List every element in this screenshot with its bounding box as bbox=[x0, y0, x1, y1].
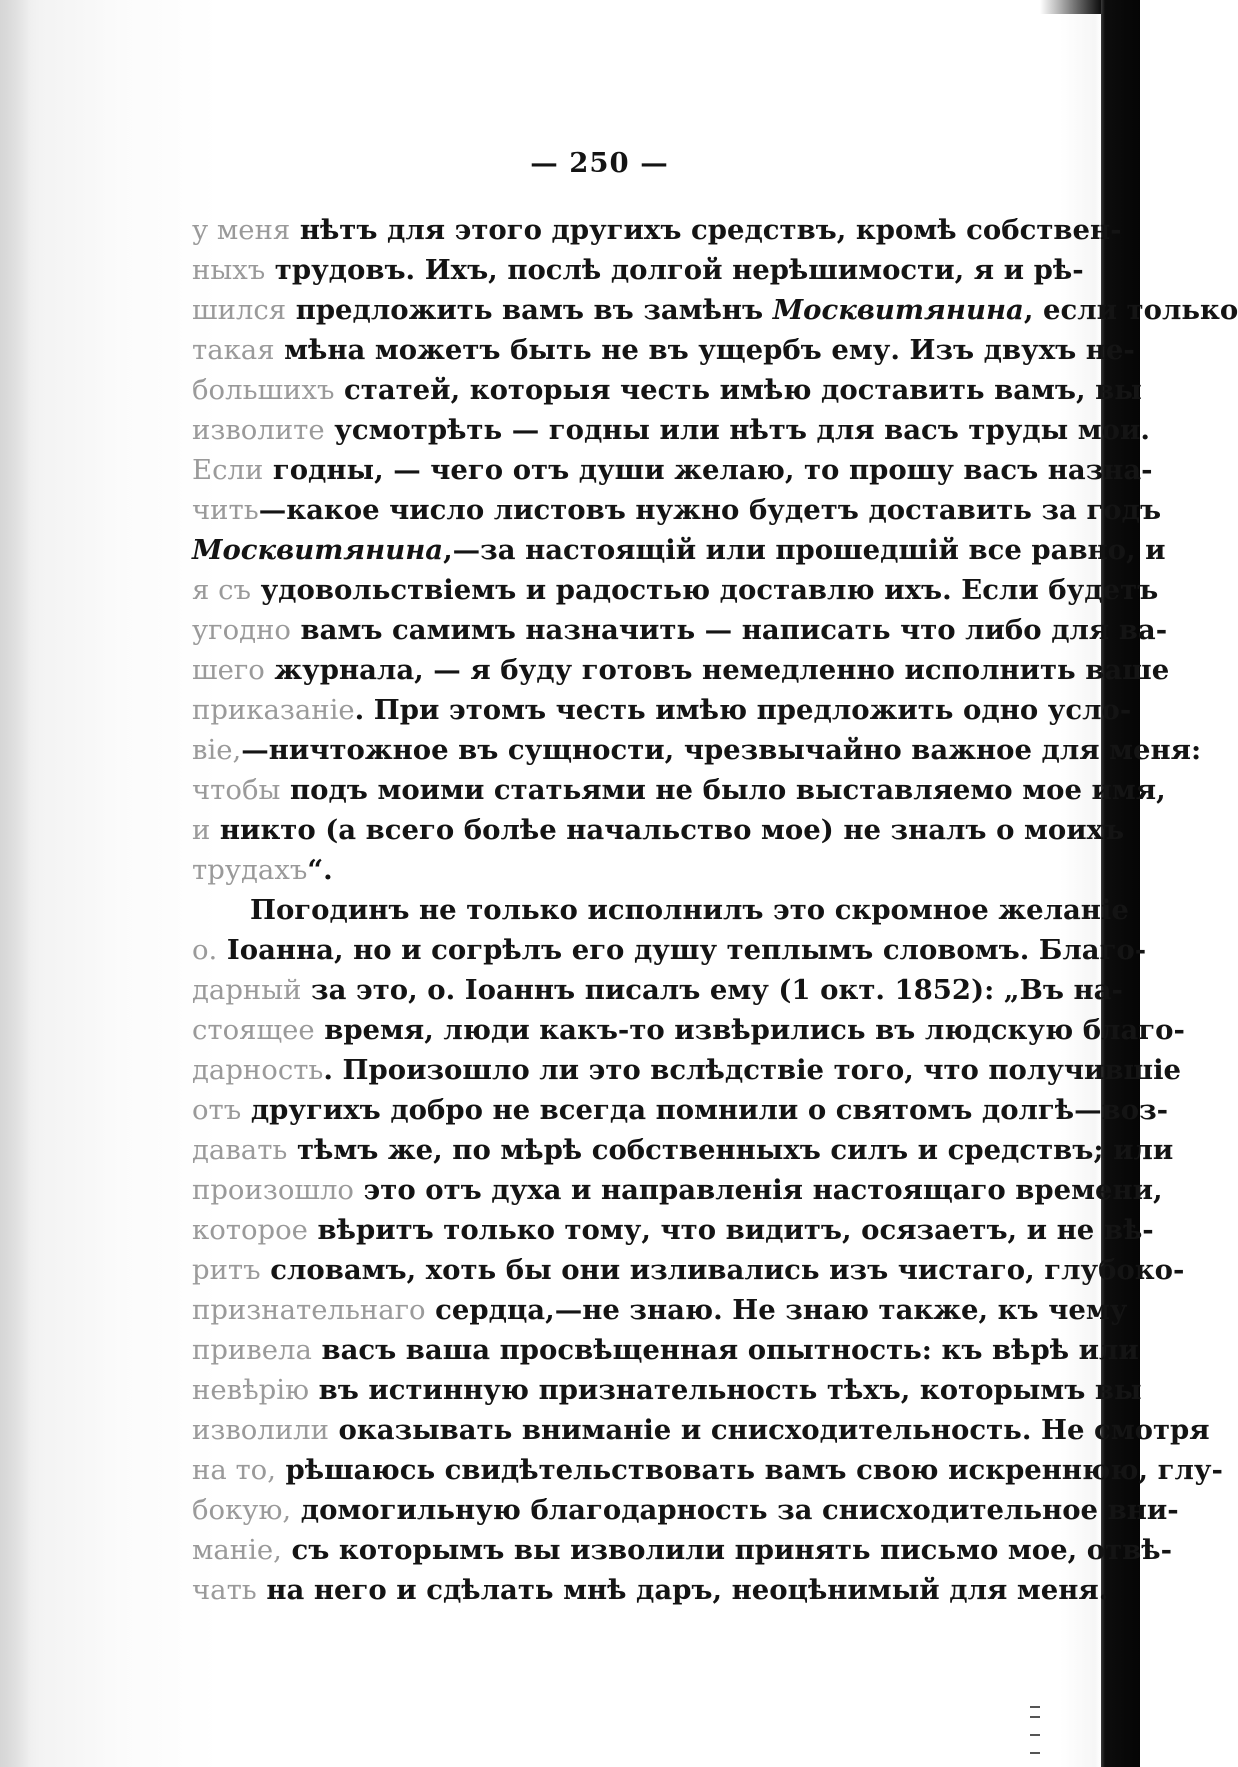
text-line bbox=[192, 410, 1150, 450]
line-text: никто (а всего болѣе начальство мое) не зналъ о моихъ bbox=[210, 814, 1125, 846]
text-line bbox=[192, 250, 1084, 290]
line-text: домогильную благодарность за снисходительное вни- bbox=[291, 1494, 1179, 1526]
line-text: усмотрѣть — годны или нѣтъ для васъ труды мои. bbox=[324, 414, 1150, 446]
text-line bbox=[192, 1330, 1139, 1370]
text-line bbox=[192, 1530, 1172, 1570]
faded-line-start: віе, bbox=[192, 734, 242, 766]
line-text: . При этомъ честь имѣю предложить одно усло- bbox=[354, 694, 1132, 726]
text-line bbox=[192, 850, 1007, 890]
faded-line-start: и bbox=[192, 814, 211, 846]
faded-line-start: невѣрію bbox=[192, 1374, 310, 1406]
line-text: годны, — чего отъ души желаю, то прошу васъ назна- bbox=[263, 454, 1153, 486]
faded-line-start: на то, bbox=[192, 1454, 276, 1486]
line-text: удовольствіемъ и радостью доставлю ихъ. Если будетъ bbox=[251, 574, 1159, 606]
text-line bbox=[192, 1130, 1174, 1170]
text-line bbox=[192, 210, 1122, 250]
text-line bbox=[192, 570, 1159, 610]
faded-line-start: ритъ bbox=[192, 1254, 261, 1286]
faded-line-start: привела bbox=[192, 1334, 312, 1366]
line-text: васъ ваша просвѣщенная опытность: къ вѣрѣ или bbox=[311, 1334, 1139, 1366]
faded-line-start: о. bbox=[192, 934, 218, 966]
italic-text: Москвитянина bbox=[772, 294, 1024, 326]
faded-line-start: отъ bbox=[192, 1094, 242, 1126]
faded-line-start: приказаніе bbox=[192, 694, 355, 726]
faded-line-start: бокую, bbox=[192, 1494, 292, 1526]
text-line bbox=[192, 1370, 1142, 1410]
text-line bbox=[192, 810, 1125, 850]
line-text: время, люди какъ-то извѣрились въ людскую благо- bbox=[314, 1014, 1185, 1046]
text-line bbox=[192, 1450, 1223, 1490]
faded-line-start: Если bbox=[192, 454, 264, 486]
text-line bbox=[192, 490, 1162, 530]
line-text: тѣмъ же, по мѣрѣ собственныхъ силъ и средствъ; или bbox=[287, 1134, 1174, 1166]
faded-line-start: чтобы bbox=[192, 774, 281, 806]
scan-edge-mark bbox=[1030, 1716, 1040, 1718]
line-text: журнала, — я буду готовъ немедленно исполнить ваше bbox=[264, 654, 1170, 686]
text-line bbox=[192, 890, 1129, 930]
faded-line-start: изволили bbox=[192, 1414, 329, 1446]
faded-line-start: чать bbox=[192, 1574, 257, 1606]
line-text: это отъ духа и направленія настоящаго времени, bbox=[353, 1174, 1163, 1206]
line-text: словамъ, хоть бы они изливались изъ чистаго, глубоко- bbox=[260, 1254, 1185, 1286]
line-text: вѣритъ только тому, что видитъ, осязаетъ, и не вѣ- bbox=[307, 1214, 1154, 1246]
faded-line-start: которое bbox=[192, 1214, 308, 1246]
faded-line-start: маніе, bbox=[192, 1534, 282, 1566]
line-text: на него и сдѣлать мнѣ даръ, неоцѣнимый для меня. bbox=[256, 1574, 1109, 1606]
faded-line-start: дарный bbox=[192, 974, 302, 1006]
text-line bbox=[192, 970, 1123, 1010]
faded-line-start: такая bbox=[192, 334, 275, 366]
page-text bbox=[192, 146, 1238, 1610]
faded-line-start: у меня bbox=[192, 214, 291, 246]
line-text: мѣна можетъ быть не въ ущербъ ему. Изъ двухъ не- bbox=[274, 334, 1135, 366]
line-text: предложить вамъ въ замѣнъ bbox=[286, 294, 773, 326]
text-line bbox=[192, 1170, 1163, 1210]
line-text: другихъ добро не всегда помнили о святомъ долгѣ—воз- bbox=[241, 1094, 1169, 1126]
line-text: подъ моими статьями не было выставляемо мое имя, bbox=[280, 774, 1166, 806]
text-line bbox=[192, 1210, 1154, 1250]
faded-line-start: шего bbox=[192, 654, 265, 686]
scan-edge-mark bbox=[1030, 1706, 1040, 1708]
text-line bbox=[192, 1570, 1109, 1610]
binding-shadow bbox=[0, 0, 30, 1767]
text-line bbox=[192, 450, 1153, 490]
faded-line-start: большихъ bbox=[192, 374, 335, 406]
faded-line-start: признательнаго bbox=[192, 1294, 426, 1326]
text-line bbox=[192, 1290, 1128, 1330]
faded-line-start: дарность bbox=[192, 1054, 324, 1086]
line-text: —какое число листовъ нужно будетъ доставить за годъ bbox=[258, 494, 1162, 526]
faded-line-start: ныхъ bbox=[192, 254, 266, 286]
line-text: “. bbox=[307, 854, 333, 886]
line-text: —ничтожное въ сущности, чрезвычайно важное для меня: bbox=[241, 734, 1202, 766]
text-line bbox=[192, 930, 1147, 970]
text-line bbox=[192, 1090, 1169, 1130]
line-text: Іоанна, но и согрѣлъ его душу теплымъ словомъ. Благо- bbox=[217, 934, 1147, 966]
text-line bbox=[192, 1410, 1210, 1450]
faded-line-start: стоящее bbox=[192, 1014, 315, 1046]
line-text: ,—за настоящій или прошедшій все равно, и bbox=[443, 534, 1166, 566]
text-lines bbox=[192, 210, 1238, 1610]
faded-line-start: произошло bbox=[192, 1174, 354, 1206]
line-text: статей, которыя честь имѣю доставить вамъ, вы bbox=[334, 374, 1142, 406]
text-line bbox=[192, 650, 1170, 690]
scan-edge-mark bbox=[1030, 1752, 1040, 1754]
faded-line-start: чить bbox=[192, 494, 259, 526]
line-text: . Произошло ли это вслѣдствіе того, что получившіе bbox=[323, 1054, 1182, 1086]
text-line bbox=[192, 370, 1142, 410]
text-line bbox=[192, 690, 1132, 730]
text-line bbox=[192, 770, 1166, 810]
italic-text: Москвитянина bbox=[192, 534, 444, 566]
text-line bbox=[192, 330, 1135, 370]
faded-line-start: угодно bbox=[192, 614, 291, 646]
text-line bbox=[192, 290, 1238, 330]
line-text: оказывать вниманіе и снисходительность. Не смотря bbox=[328, 1414, 1210, 1446]
line-text: Погодинъ не только исполнилъ это скромное желаніе bbox=[250, 894, 1129, 926]
scan-edge-mark bbox=[1030, 1734, 1040, 1736]
faded-line-start: шился bbox=[192, 294, 287, 326]
line-text: вамъ самимъ назначить — написать что либо для ва- bbox=[290, 614, 1168, 646]
line-text: съ которымъ вы изволили принять письмо мое, отвѣ- bbox=[281, 1534, 1172, 1566]
text-line bbox=[192, 1050, 1182, 1090]
text-line bbox=[192, 530, 1166, 570]
text-line bbox=[192, 1250, 1185, 1290]
line-text: рѣшаюсь свидѣтельствовать вамъ свою искреннюю, глу- bbox=[275, 1454, 1223, 1486]
faded-line-start: давать bbox=[192, 1134, 288, 1166]
text-line bbox=[192, 730, 1202, 770]
text-line bbox=[192, 610, 1168, 650]
faded-line-start: я съ bbox=[192, 574, 251, 606]
line-text: нѣтъ для этого другихъ средствъ, кромѣ собствен- bbox=[290, 214, 1122, 246]
page-number: — 250 — bbox=[530, 147, 669, 179]
line-text: сердца,—не знаю. Не знаю также, къ чему bbox=[425, 1294, 1128, 1326]
line-text: за это, о. Іоаннъ писалъ ему (1 окт. 1852): „Въ на- bbox=[301, 974, 1123, 1006]
text-line bbox=[192, 1010, 1185, 1050]
faded-line-start: изволите bbox=[192, 414, 325, 446]
line-text: , если только bbox=[1023, 294, 1238, 326]
line-text: въ истинную признательность тѣхъ, которымъ вы bbox=[309, 1374, 1142, 1406]
text-line bbox=[192, 1490, 1179, 1530]
faded-line-start: трудахъ bbox=[192, 854, 308, 886]
line-text: трудовъ. Ихъ, послѣ долгой нерѣшимости, я и рѣ- bbox=[265, 254, 1084, 286]
